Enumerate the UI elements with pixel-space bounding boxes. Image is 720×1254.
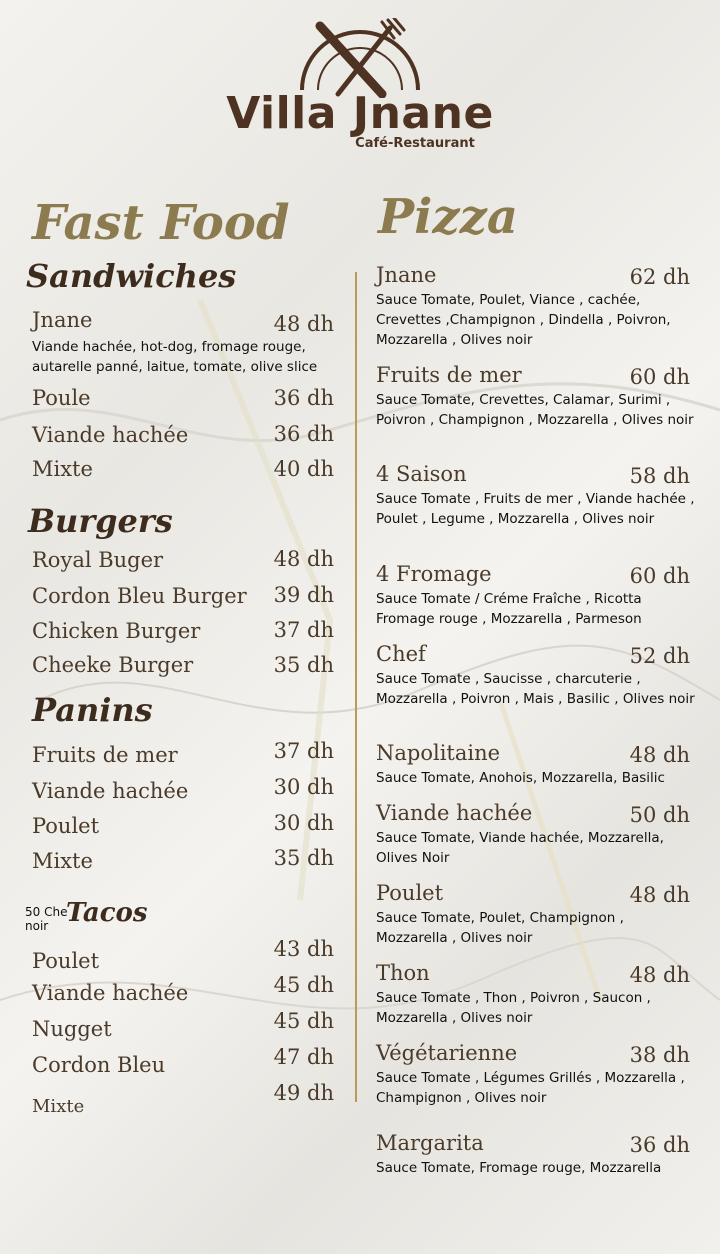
menu-item-name: Poulet [32, 814, 100, 838]
pizza-item-desc: Sauce Tomate / Créme Fraîche , Ricotta Fromage rouge , Mozzarella , Parmeson [376, 591, 642, 627]
pizza-item-price: 38 dh [629, 1043, 690, 1067]
menu-item-name: Cordon Bleu Burger [32, 584, 247, 608]
menu-item-price: 36 dh [273, 386, 334, 410]
pizza-item-name: Thon [376, 961, 430, 985]
menu-item-price: 35 dh [273, 653, 334, 677]
menu-item-price: 30 dh [273, 811, 334, 835]
menu-item-name: Poulet [32, 949, 100, 973]
pizza-item-name: Viande hachée [376, 801, 533, 825]
pizza-item-price: 52 dh [629, 644, 690, 668]
pizza-item-desc: Sauce Tomate , Thon , Poivron , Saucon , Mozzarella , Olives noir [376, 990, 651, 1026]
menu-item-name: Nugget [32, 1017, 112, 1041]
overlap-text-line: 50 Che [25, 905, 68, 919]
pizza-item-price: 48 dh [629, 743, 690, 767]
menu-item-price: 37 dh [273, 618, 334, 642]
pizza-item-desc: Sauce Tomate , Fruits de mer , Viande hachée , Poulet , Legume , Mozzarella , Olives noir [376, 491, 695, 527]
menu-item-name: Viande hachée [32, 423, 189, 447]
menu-item-price: 37 dh [273, 739, 334, 763]
fast-food-title: Fast Food [32, 195, 290, 251]
pizza-item-name: Poulet [376, 881, 444, 905]
menu-item-price: 40 dh [273, 457, 334, 481]
menu-item-price: 45 dh [273, 973, 334, 997]
menu-item-name: Mixte [32, 849, 93, 873]
overlap-text [25, 905, 67, 933]
menu-item-price: 39 dh [273, 583, 334, 607]
menu-item-desc: Viande hachée, hot-dog, fromage rouge, autarelle panné, laitue, tomate, olive slice [32, 339, 318, 375]
panins-title: Panins [32, 691, 153, 729]
menu-item-price: 47 dh [273, 1045, 334, 1069]
pizza-item-name: Napolitaine [376, 741, 501, 765]
pizza-item-desc: Sauce Tomate , Saucisse , charcuterie , Mozzarella , Poivron , Mais , Basilic , Olives noir [376, 671, 695, 707]
pizza-item-desc: Sauce Tomate, Fromage rouge, Mozzarella [376, 1160, 662, 1176]
menu-item-name: Chicken Burger [32, 619, 201, 643]
menu-item-name: Viande hachée [32, 779, 189, 803]
menu-item-price: 48 dh [273, 312, 334, 336]
pizza-item-desc: Sauce Tomate, Crevettes, Calamar, Surimi , Poivron , Champignon , Mozzarella , Olives noir [376, 392, 694, 428]
pizza-item-price: 62 dh [629, 265, 690, 289]
tacos-title: Tacos [66, 898, 148, 928]
menu-item-name: Royal Buger [32, 548, 164, 572]
menu-item-name: Poule [32, 386, 91, 410]
pizza-item-name: Végétarienne [376, 1041, 518, 1065]
burgers-title: Burgers [28, 502, 173, 540]
pizza-item-name: Margarita [376, 1131, 484, 1155]
pizza-item-name: Jnane [376, 263, 437, 287]
menu-item-name: Jnane [32, 308, 93, 332]
menu-item-price: 48 dh [273, 547, 334, 571]
pizza-item-price: 48 dh [629, 963, 690, 987]
brand-name: Villa Jnane [226, 88, 494, 139]
pizza-item-desc: Sauce Tomate, Viande hachée, Mozzarella, Olives Noir [376, 830, 664, 866]
pizza-title: Pizza [378, 189, 518, 245]
menu-item-name: Cordon Bleu [32, 1053, 166, 1077]
pizza-item-desc: Sauce Tomate, Poulet, Champignon , Mozzarella , Olives noir [376, 910, 624, 946]
pizza-item-desc: Sauce Tomate , Légumes Grillés , Mozzarella , Champignon , Olives noir [376, 1070, 685, 1106]
pizza-item-price: 48 dh [629, 883, 690, 907]
menu-item-name: Fruits de mer [32, 743, 178, 767]
fork-knife-plate-icon [290, 18, 430, 98]
pizza-item-price: 60 dh [629, 564, 690, 588]
pizza-item-name: 4 Fromage [376, 562, 492, 586]
menu-item-price: 49 dh [273, 1081, 334, 1105]
pizza-item-price: 58 dh [629, 464, 690, 488]
menu-item-name: Viande hachée [32, 981, 189, 1005]
menu-item-price: 43 dh [273, 937, 334, 961]
column-divider [355, 272, 357, 1102]
menu-item-name: Mixte [32, 457, 93, 481]
pizza-item-name: 4 Saison [376, 462, 467, 486]
menu-item-price: 30 dh [273, 775, 334, 799]
pizza-item-price: 50 dh [629, 803, 690, 827]
pizza-item-price: 60 dh [629, 365, 690, 389]
pizza-item-desc: Sauce Tomate, Poulet, Viance , cachée, Crevettes ,Champignon , Dindella , Poivron, Mozzarella , Olives noir [376, 292, 671, 348]
menu-item-price: 35 dh [273, 846, 334, 870]
menu-item-name: Cheeke Burger [32, 653, 194, 677]
pizza-item-name: Chef [376, 642, 426, 666]
brand-tagline: Café-Restaurant [355, 136, 475, 151]
pizza-item-price: 36 dh [629, 1133, 690, 1157]
pizza-item-desc: Sauce Tomate, Anohois, Mozzarella, Basilic [376, 770, 665, 786]
menu-item-price: 36 dh [273, 422, 334, 446]
menu-item-price: 45 dh [273, 1009, 334, 1033]
sandwiches-title: Sandwiches [26, 257, 237, 295]
overlap-text-line: noir [25, 919, 49, 933]
brand-logo [0, 18, 720, 151]
menu-item-name: Mixte [32, 1096, 85, 1117]
pizza-item-name: Fruits de mer [376, 363, 522, 387]
